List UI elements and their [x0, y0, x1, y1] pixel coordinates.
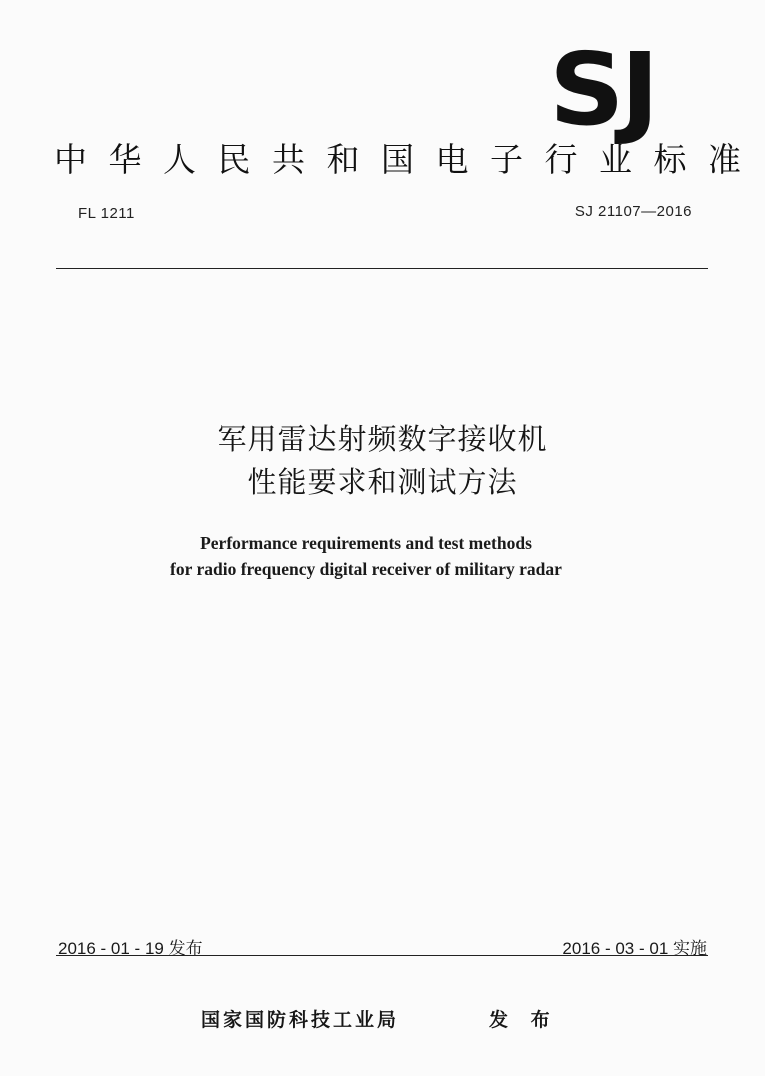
publisher-name: 国家国防科技工业局	[201, 1009, 400, 1031]
implementation-date: 2016 - 03 - 01 实施	[562, 939, 707, 958]
issue-date: 2016 - 01 - 19 发布	[58, 939, 203, 958]
chinese-title-line-2: 性能要求和测试方法	[247, 465, 518, 499]
footer-divider	[56, 955, 708, 956]
sj-logo: SJ	[549, 31, 656, 148]
issuing-body-title: 中华人民共和国电子行业标准	[54, 140, 763, 179]
publish-label: 发 布	[489, 1009, 558, 1031]
chinese-title-line-1: 军用雷达射频数字接收机	[217, 422, 548, 456]
standard-number: SJ 21107—2016	[574, 203, 692, 220]
english-title-line-1: Performance requirements and test methods	[200, 533, 532, 553]
header-divider	[56, 268, 708, 269]
english-title-line-2: for radio frequency digital receiver of military radar	[170, 559, 562, 579]
classification-code: FL 1211	[78, 205, 135, 222]
